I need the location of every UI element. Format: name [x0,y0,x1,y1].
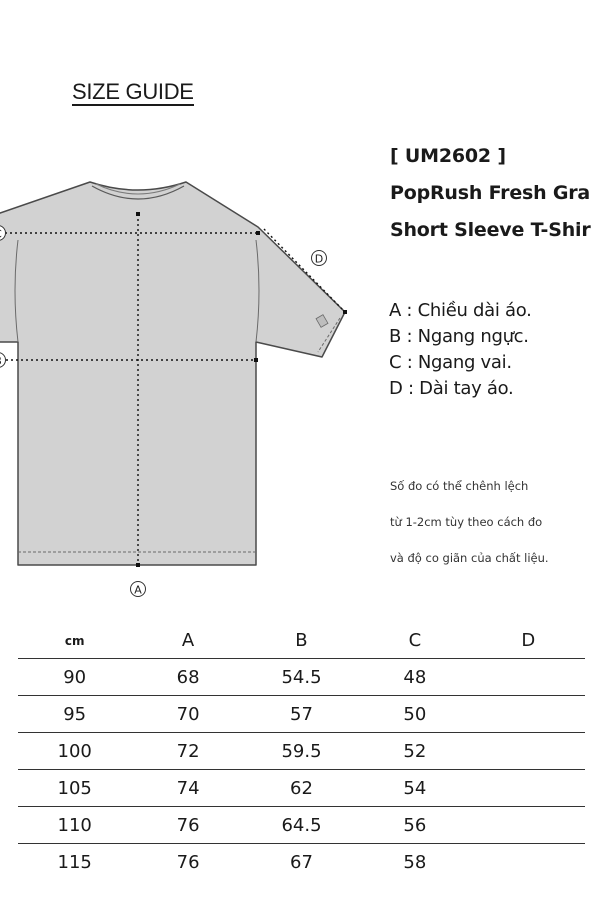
table-header-row [18,623,585,659]
label-b-badge [0,353,6,368]
measure-end-marker [136,563,140,567]
table-cell: 70 [131,696,244,733]
column-header-c: C [358,623,471,659]
table-cell: 62 [245,770,358,807]
measure-end-marker [343,310,347,314]
label-d-badge [312,251,327,266]
label-a-text: A [134,583,142,597]
table-cell: 54.5 [245,659,358,696]
table-cell: 58 [403,851,427,873]
column-header-d: D [472,623,585,659]
product-name-line-2: Short Sleeve T-Shir [390,219,591,241]
table-cell: 76 [131,807,244,844]
label-a-badge [131,582,146,597]
label-d-text: D [314,252,324,266]
product-name-line-1: PopRush Fresh Gra [390,182,591,204]
note-line-3: và độ co giãn của chất liệu. [390,551,549,565]
measure-end-marker [256,231,260,235]
measurement-note [390,474,549,582]
note-line-2: từ 1-2cm tùy theo cách đo [390,515,543,529]
table-row [18,770,585,807]
table-cell: 100 [18,733,131,770]
table-cell [472,844,585,881]
table-cell: 115 [57,851,92,873]
table-row [18,807,585,844]
page-title: SIZE GUIDE [72,79,194,104]
legend-item-a: A : Chiều dài áo. [389,300,532,321]
table-cell: 74 [131,770,244,807]
measure-end-marker [254,358,258,362]
table-cell [472,659,585,696]
column-header-cm: cm [18,623,131,659]
table-cell: 68 [131,659,244,696]
table-cell [472,807,585,844]
table-cell: 90 [18,659,131,696]
table-row [18,696,585,733]
column-header-b: B [245,623,358,659]
product-title [390,141,591,252]
table-cell: 105 [18,770,131,807]
table-cell: 56 [358,807,471,844]
note-line-1: Số đo có thể chênh lệch [390,479,529,493]
table-cell: 54 [358,770,471,807]
table-cell: 76 [176,851,200,873]
table-cell: 57 [245,696,358,733]
measurement-legend [389,298,532,402]
table-cell: 67 [290,851,313,873]
table-cell: 64.5 [245,807,358,844]
table-cell: 59.5 [245,733,358,770]
table-row [18,659,585,696]
table-cell: 48 [358,659,471,696]
tshirt-outline [0,182,345,565]
legend-item-c: C : Ngang vai. [389,352,512,373]
table-cell [472,696,585,733]
size-table [18,623,585,880]
table-cell: 110 [18,807,131,844]
table-cell: 50 [358,696,471,733]
table-cell: 52 [358,733,471,770]
legend-item-d: D : Dài tay áo. [389,378,514,399]
table-row [18,844,585,881]
legend-item-b: B : Ngang ngực. [389,326,529,347]
table-cell [472,770,585,807]
table-cell: 95 [18,696,131,733]
table-row [18,733,585,770]
tshirt-diagram [0,170,380,610]
table-cell [472,733,585,770]
column-header-a: A [131,623,244,659]
product-code: [ UM2602 ] [390,145,506,167]
table-cell: 72 [131,733,244,770]
measure-end-marker [136,212,140,216]
label-b-text [0,355,2,368]
label-c-text [0,228,2,241]
